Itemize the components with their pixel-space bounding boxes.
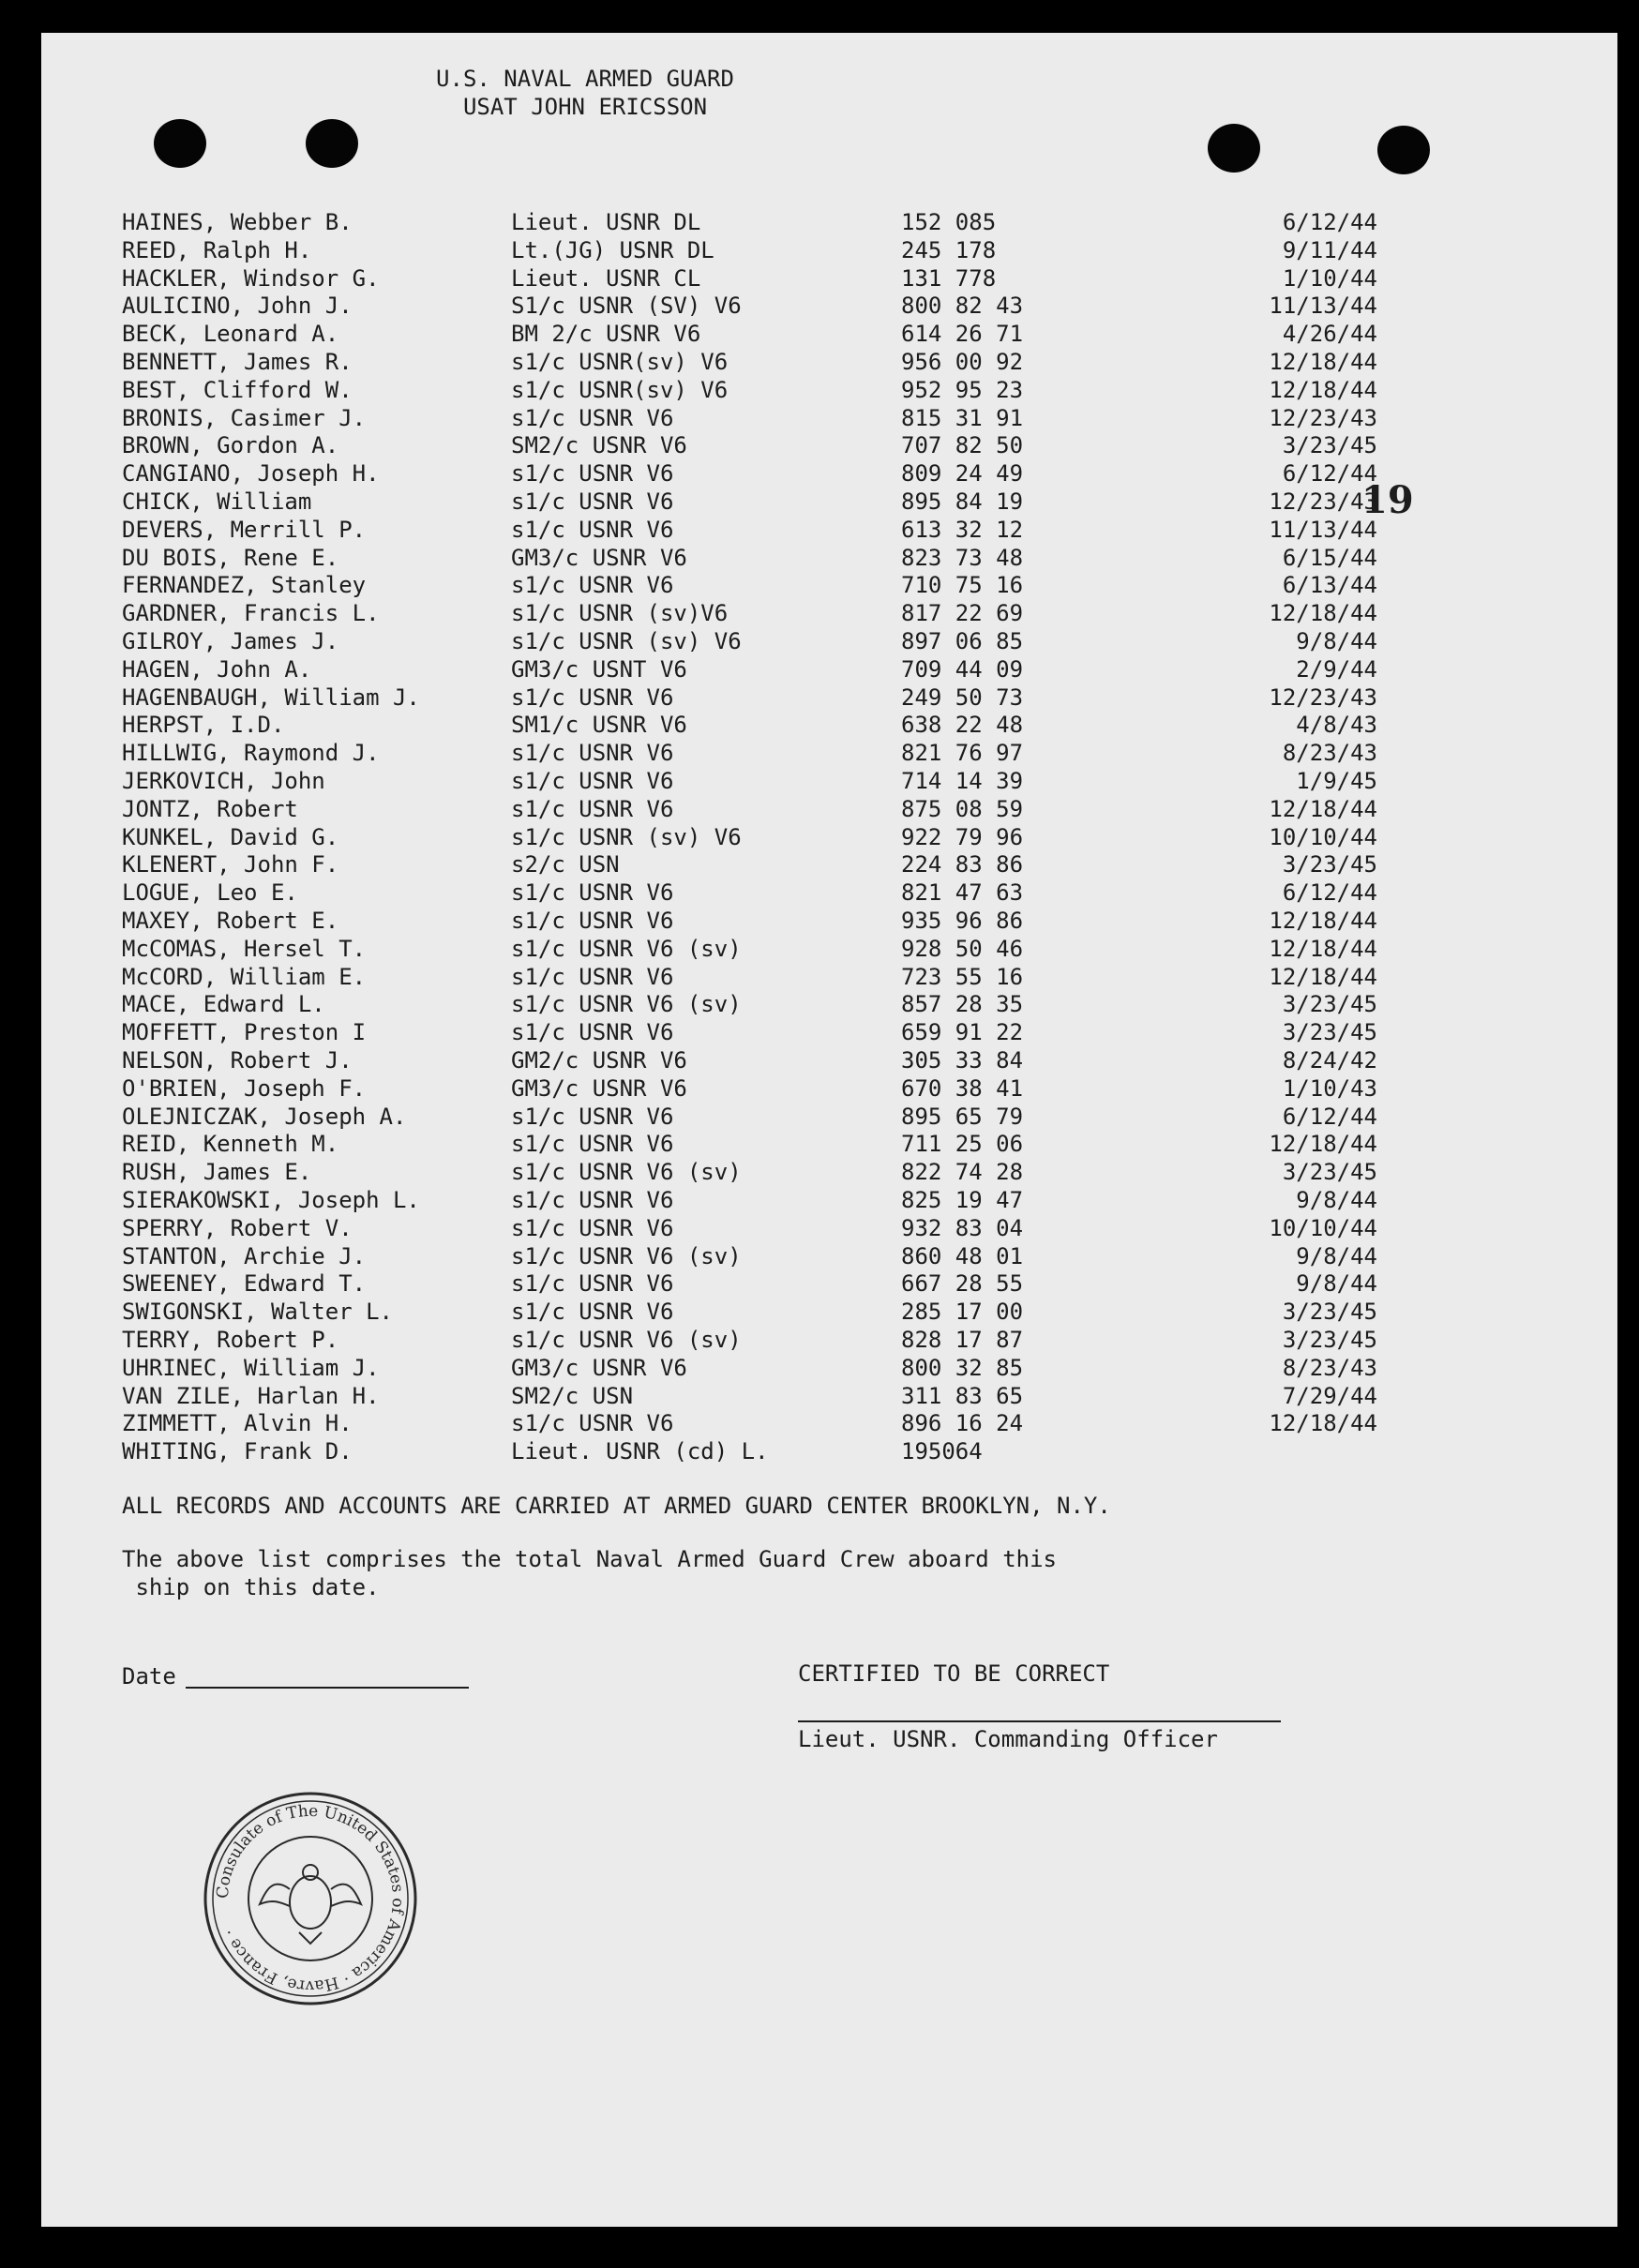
crew-rate: s1/c USNR V6 [511,964,674,990]
crew-name: TERRY, Robert P. [122,1327,339,1353]
crew-name: HILLWIG, Raymond J. [122,740,380,766]
crew-name: BENNETT, James R. [122,349,353,375]
crew-service-number: 935 96 86 [901,908,1024,934]
crew-service-number: 895 84 19 [901,488,1024,515]
crew-date: 9/8/44 [1296,1187,1377,1213]
crew-name: BEST, Clifford W. [122,377,353,403]
crew-date: 6/15/44 [1282,545,1377,571]
crew-service-number: 249 50 73 [901,684,1024,711]
crew-rate: s1/c USNR V6 (sv) [511,936,742,962]
document-page [41,33,1617,2227]
crew-service-number: 857 28 35 [901,991,1024,1017]
crew-date: 8/23/43 [1282,1355,1377,1381]
crew-service-number: 659 91 22 [901,1019,1024,1045]
crew-name: REED, Ralph H. [122,237,312,263]
crew-date: 1/10/44 [1282,265,1377,292]
crew-date: 12/18/44 [1269,936,1377,962]
crew-service-number: 825 19 47 [901,1187,1024,1213]
crew-service-number: 821 47 63 [901,879,1024,906]
crew-rate: s1/c USNR(sv) V6 [511,349,729,375]
crew-rate: Lieut. USNR CL [511,265,701,292]
crew-date: 12/23/43 [1269,405,1377,431]
crew-rate: S1/c USNR (SV) V6 [511,293,742,319]
crew-date: 7/29/44 [1282,1383,1377,1409]
crew-service-number: 815 31 91 [901,405,1024,431]
crew-service-number: 305 33 84 [901,1047,1024,1074]
officer-signature-line [798,1720,1281,1722]
crew-date: 12/18/44 [1269,377,1377,403]
crew-rate: s1/c USNR V6 [511,908,674,934]
crew-service-number: 224 83 86 [901,851,1024,878]
crew-service-number: 875 08 59 [901,796,1024,822]
crew-date: 12/18/44 [1269,349,1377,375]
crew-name: FERNANDEZ, Stanley [122,572,367,598]
crew-name: O'BRIEN, Joseph F. [122,1075,367,1102]
crew-rate: s1/c USNR V6 [511,796,674,822]
crew-rate: s1/c USNR V6 [511,1131,674,1157]
crew-rate: s1/c USNR V6 [511,1270,674,1297]
crew-rate: s1/c USNR V6 [511,1104,674,1130]
crew-rate: s1/c USNR V6 [511,572,674,598]
crew-date: 2/9/44 [1296,656,1377,683]
crew-rate: s1/c USNR (sv) V6 [511,824,742,850]
crew-date: 3/23/45 [1282,1159,1377,1185]
punch-hole [306,119,358,168]
date-signature-line [186,1687,469,1689]
crew-service-number: 723 55 16 [901,964,1024,990]
crew-rate: s1/c USNR V6 [511,1187,674,1213]
crew-rate: s2/c USN [511,851,620,878]
crew-rate: SM1/c USNR V6 [511,712,687,738]
crew-date: 12/18/44 [1269,1410,1377,1436]
crew-name: MACE, Edward L. [122,991,325,1017]
crew-date: 6/12/44 [1282,879,1377,906]
crew-rate: s1/c USNR V6 [511,1299,674,1325]
crew-name: SWIGONSKI, Walter L. [122,1299,393,1325]
crew-service-number: 638 22 48 [901,712,1024,738]
crew-service-number: 822 74 28 [901,1159,1024,1185]
crew-service-number: 896 16 24 [901,1410,1024,1436]
crew-service-number: 928 50 46 [901,936,1024,962]
crew-date: 4/26/44 [1282,321,1377,347]
list-note-line-2: ship on this date. [122,1574,380,1600]
crew-name: VAN ZILE, Harlan H. [122,1383,380,1409]
crew-service-number: 932 83 04 [901,1215,1024,1241]
crew-rate: s1/c USNR V6 [511,768,674,794]
svg-text:Consulate of The United States [214,1802,407,1995]
crew-date: 4/8/43 [1296,712,1377,738]
crew-date: 11/13/44 [1269,517,1377,543]
officer-title: Lieut. USNR. Commanding Officer [798,1726,1218,1752]
crew-rate: s1/c USNR V6 [511,684,674,711]
crew-service-number: 245 178 [901,237,997,263]
crew-date: 12/18/44 [1269,908,1377,934]
crew-date: 3/23/45 [1282,991,1377,1017]
crew-date: 6/12/44 [1282,460,1377,487]
crew-name: AULICINO, John J. [122,293,353,319]
crew-service-number: 714 14 39 [901,768,1024,794]
consulate-seal-stamp [198,1786,423,2011]
list-note-line-1: The above list comprises the total Naval Armed Guard Crew aboard this [122,1546,1057,1572]
crew-rate: GM3/c USNT V6 [511,656,687,683]
crew-rate: s1/c USNR V6 [511,1410,674,1436]
crew-rate: s1/c USNR V6 [511,879,674,906]
crew-name: HACKLER, Windsor G. [122,265,380,292]
crew-rate: s1/c USNR V6 (sv) [511,991,742,1017]
crew-name: OLEJNICZAK, Joseph A. [122,1104,407,1130]
crew-name: KLENERT, John F. [122,851,339,878]
crew-name: ZIMMETT, Alvin H. [122,1410,353,1436]
crew-name: BECK, Leonard A. [122,321,339,347]
crew-name: CHICK, William [122,488,312,515]
punch-hole [1208,124,1260,173]
crew-rate: s1/c USNR V6 (sv) [511,1243,742,1269]
crew-date: 12/18/44 [1269,964,1377,990]
crew-date: 6/12/44 [1282,1104,1377,1130]
crew-service-number: 800 32 85 [901,1355,1024,1381]
crew-name: SIERAKOWSKI, Joseph L. [122,1187,420,1213]
crew-name: STANTON, Archie J. [122,1243,367,1269]
crew-service-number: 809 24 49 [901,460,1024,487]
crew-service-number: 285 17 00 [901,1299,1024,1325]
crew-service-number: 952 95 23 [901,377,1024,403]
crew-name: KUNKEL, David G. [122,824,339,850]
crew-service-number: 800 82 43 [901,293,1024,319]
page-number: 19 [1361,478,1414,522]
crew-date: 9/11/44 [1282,237,1377,263]
crew-rate: s1/c USNR V6 [511,460,674,487]
crew-service-number: 860 48 01 [901,1243,1024,1269]
eagle-emblem-icon [260,1865,361,1944]
crew-date: 10/10/44 [1269,824,1377,850]
crew-service-number: 823 73 48 [901,545,1024,571]
crew-rate: BM 2/c USNR V6 [511,321,701,347]
crew-rate: s1/c USNR V6 [511,1019,674,1045]
crew-name: REID, Kenneth M. [122,1131,339,1157]
crew-service-number: 956 00 92 [901,349,1024,375]
crew-date: 6/13/44 [1282,572,1377,598]
crew-rate: SM2/c USN [511,1383,634,1409]
crew-rate: s1/c USNR V6 (sv) [511,1159,742,1185]
crew-date: 3/23/45 [1282,432,1377,458]
document-header [41,65,1129,121]
crew-date: 3/23/45 [1282,851,1377,878]
crew-service-number: 711 25 06 [901,1131,1024,1157]
crew-date: 10/10/44 [1269,1215,1377,1241]
crew-service-number: 709 44 09 [901,656,1024,683]
crew-date: 11/13/44 [1269,293,1377,319]
crew-date: 12/23/43 [1269,488,1377,515]
crew-rate: s1/c USNR (sv)V6 [511,600,729,626]
crew-date: 12/18/44 [1269,796,1377,822]
crew-name: McCORD, William E. [122,964,367,990]
crew-name: UHRINEC, William J. [122,1355,380,1381]
crew-rate: s1/c USNR V6 [511,405,674,431]
crew-service-number: 707 82 50 [901,432,1024,458]
crew-name: JONTZ, Robert [122,796,298,822]
crew-service-number: 614 26 71 [901,321,1024,347]
crew-name: MOFFETT, Preston I [122,1019,367,1045]
crew-date: 12/23/43 [1269,684,1377,711]
crew-name: HAGENBAUGH, William J. [122,684,420,711]
crew-rate: s1/c USNR V6 [511,517,674,543]
certified-text: CERTIFIED TO BE CORRECT [798,1660,1110,1687]
crew-name: RUSH, James E. [122,1159,312,1185]
crew-date: 6/12/44 [1282,209,1377,235]
crew-rate: s1/c USNR (sv) V6 [511,628,742,654]
crew-rate: SM2/c USNR V6 [511,432,687,458]
crew-date: 8/24/42 [1282,1047,1377,1074]
crew-date: 1/10/43 [1282,1075,1377,1102]
crew-service-number: 152 085 [901,209,997,235]
crew-service-number: 895 65 79 [901,1104,1024,1130]
crew-service-number: 667 28 55 [901,1270,1024,1297]
crew-name: DU BOIS, Rene E. [122,545,339,571]
crew-name: HAINES, Webber B. [122,209,353,235]
punch-hole [154,119,206,168]
crew-name: JERKOVICH, John [122,768,325,794]
crew-date: 9/8/44 [1296,1243,1377,1269]
crew-service-number: 613 32 12 [901,517,1024,543]
crew-date: 3/23/45 [1282,1327,1377,1353]
crew-name: GILROY, James J. [122,628,339,654]
crew-date: 9/8/44 [1296,628,1377,654]
crew-name: BRONIS, Casimer J. [122,405,367,431]
crew-service-number: 710 75 16 [901,572,1024,598]
crew-name: LOGUE, Leo E. [122,879,298,906]
crew-service-number: 311 83 65 [901,1383,1024,1409]
header-line-2: USAT JOHN ERICSSON [462,94,708,120]
crew-rate: s1/c USNR V6 [511,1215,674,1241]
crew-service-number: 821 76 97 [901,740,1024,766]
crew-service-number: 670 38 41 [901,1075,1024,1102]
crew-service-number: 195064 [901,1438,983,1464]
crew-name: SPERRY, Robert V. [122,1215,353,1241]
crew-service-number: 922 79 96 [901,824,1024,850]
crew-rate: GM3/c USNR V6 [511,1075,687,1102]
crew-date: 3/23/45 [1282,1019,1377,1045]
crew-rate: GM2/c USNR V6 [511,1047,687,1074]
crew-name: WHITING, Frank D. [122,1438,353,1464]
crew-rate: s1/c USNR(sv) V6 [511,377,729,403]
crew-name: HAGEN, John A. [122,656,312,683]
crew-name: NELSON, Robert J. [122,1047,353,1074]
crew-name: SWEENEY, Edward T. [122,1270,367,1297]
crew-rate: Lt.(JG) USNR DL [511,237,714,263]
crew-name: BROWN, Gordon A. [122,432,339,458]
date-label: Date [122,1663,176,1690]
punch-hole [1377,126,1430,174]
crew-rate: s1/c USNR V6 [511,488,674,515]
header-line-1: U.S. NAVAL ARMED GUARD [436,66,734,92]
crew-service-number: 817 22 69 [901,600,1024,626]
records-note: ALL RECORDS AND ACCOUNTS ARE CARRIED AT ARMED GUARD CENTER BROOKLYN, N.Y. [122,1493,1111,1519]
crew-rate: Lieut. USNR DL [511,209,701,235]
crew-rate: s1/c USNR V6 (sv) [511,1327,742,1353]
crew-service-number: 131 778 [901,265,997,292]
crew-name: DEVERS, Merrill P. [122,517,367,543]
crew-name: CANGIANO, Joseph H. [122,460,380,487]
crew-date: 9/8/44 [1296,1270,1377,1297]
crew-date: 12/18/44 [1269,600,1377,626]
crew-date: 12/18/44 [1269,1131,1377,1157]
crew-rate: Lieut. USNR (cd) L. [511,1438,769,1464]
crew-name: McCOMAS, Hersel T. [122,936,367,962]
crew-date: 3/23/45 [1282,1299,1377,1325]
crew-name: GARDNER, Francis L. [122,600,380,626]
crew-date: 1/9/45 [1296,768,1377,794]
crew-rate: GM3/c USNR V6 [511,1355,687,1381]
crew-rate: s1/c USNR V6 [511,740,674,766]
stamp-ring-text: Consulate of The United States of America · Havre, France · [213,1801,408,1996]
crew-rate: GM3/c USNR V6 [511,545,687,571]
crew-name: MAXEY, Robert E. [122,908,339,934]
crew-service-number: 828 17 87 [901,1327,1024,1353]
crew-service-number: 897 06 85 [901,628,1024,654]
crew-name: HERPST, I.D. [122,712,285,738]
crew-date: 8/23/43 [1282,740,1377,766]
